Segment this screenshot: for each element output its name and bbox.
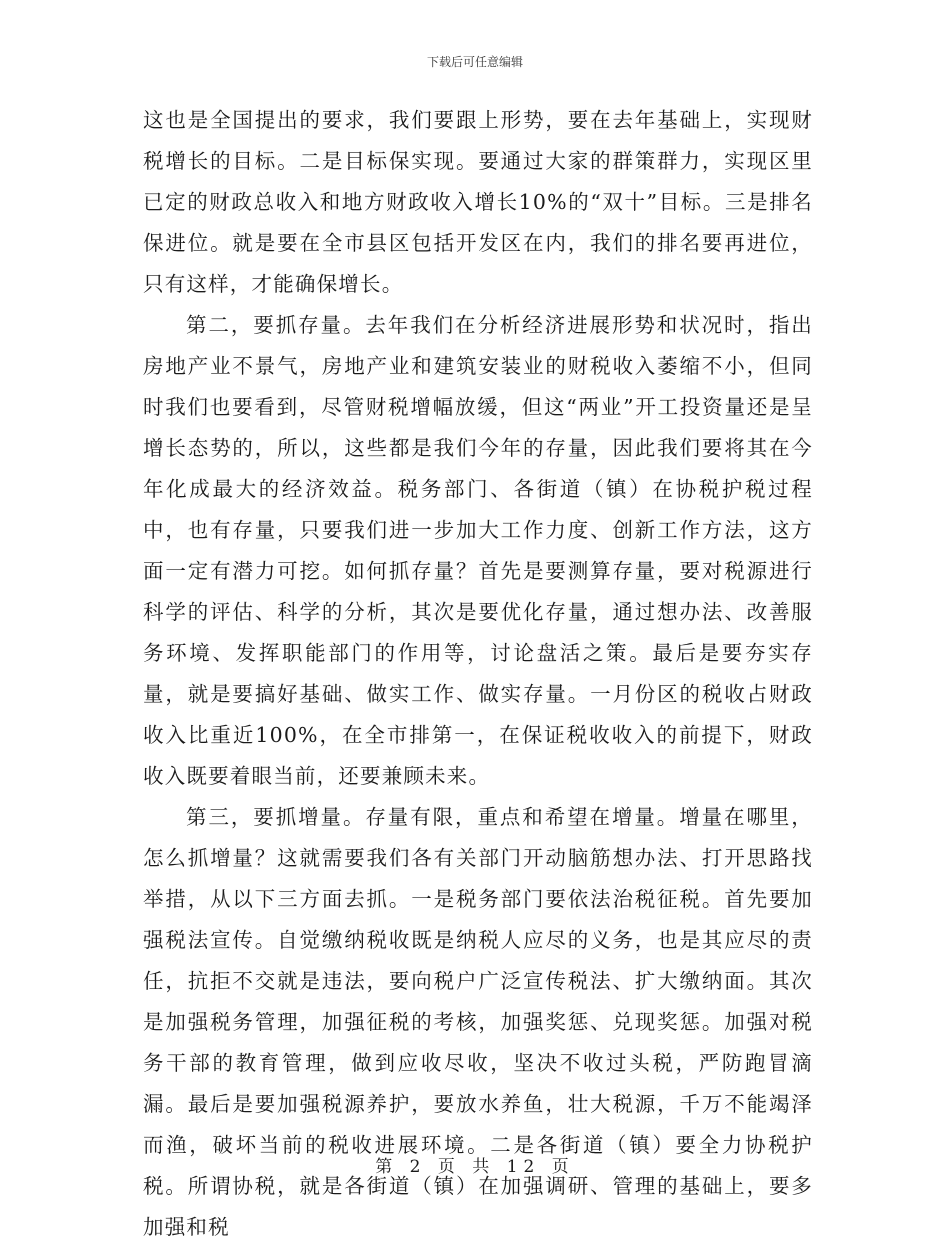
page-number-footer: 第 2 页 共 12 页 [375,1157,575,1177]
paragraph-3: 第三，要抓增量。存量有限，重点和希望在增量。增量在哪里，怎么抓增量？这就需要我们各有关部门开动脑筋想办法、打开思路找举措，从以下三方面去抓。一是税务部门要依法治税征税。首先要加强税法宣传。自觉缴纳税收既是纳税人应尽的义务，也是其应尽的责任，抗拒不交就是违法，要向税户广泛宣传税法、扩大缴纳面。其次是加强税务管理，加强征税的考核，加强奖惩、兑现奖惩。加强对税务干部的教育管理，做到应收尽收，坚决不收过头税，严防跑冒滴漏。最后是要加强税源养护，要放水养鱼，壮大税源，千万不能竭泽而渔，破坏当前的税收进展环境。二是各街道（镇）要全力协税护税。所谓协税，就是各街道（镇）在加强调研、管理的基础上，要多加强和税 [143,805,813,1239]
document-body [143,100,813,1248]
page-header-note: 下载后可任意编辑 [426,55,523,69]
paragraph-1: 这也是全国提出的要求，我们要跟上形势，要在去年基础上，实现财税增长的目标。二是目标保实现。要通过大家的群策群力，实现区里已定的财政总收入和地方财政收入增长10%的“双十”目标。三是排名保进位。就是要在全市县区包括开发区在内，我们的排名要再进位，只有这样，才能确保增长。 [143,108,813,296]
paragraph-2: 第二，要抓存量。去年我们在分析经济进展形势和状况时，指出房地产业不景气，房地产业和建筑安装业的财税收入萎缩不小，但同时我们也要看到，尽管财税增幅放缓，但这“两业”开工投资量还是呈增长态势的，所以，这些都是我们今年的存量，因此我们要将其在今年化成最大的经济效益。税务部门、各街道（镇）在协税护税过程中，也有存量，只要我们进一步加大工作力度、创新工作方法，这方面一定有潜力可挖。如何抓存量？首先是要测算存量，要对税源进行科学的评估、科学的分析，其次是要优化存量，通过想办法、改善服务环境、发挥职能部门的作用等，讨论盘活之策。最后是要夯实存量，就是要搞好基础、做实工作、做实存量。一月份区的税收占财政收入比重近100%，在全市排第一，在保证税收收入的前提下，财政收入既要着眼当前，还要兼顾未来。 [143,313,813,788]
